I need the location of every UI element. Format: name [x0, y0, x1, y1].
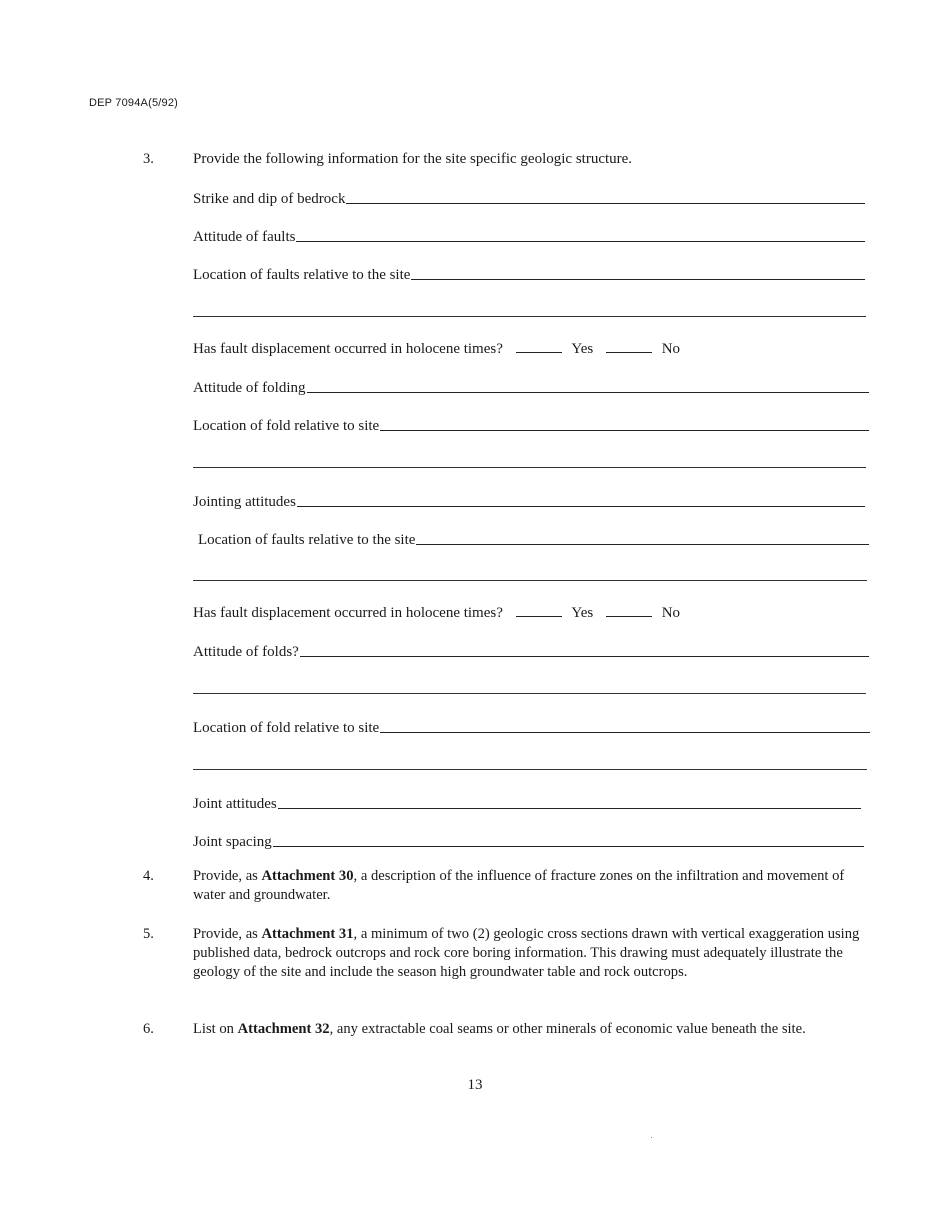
- attitude-faults-field[interactable]: [193, 225, 865, 245]
- jointing-attitudes-field[interactable]: [193, 490, 865, 510]
- location-faults-field-1[interactable]: [193, 263, 865, 283]
- item-3-number: 3.: [143, 151, 154, 167]
- item-6-number: 6.: [143, 1021, 154, 1037]
- holocene-question-text-1: Has fault displacement occurred in holocene times?: [193, 341, 503, 357]
- holocene-question-1: [193, 340, 680, 358]
- holocene-no-label-1: No: [661, 341, 681, 357]
- item-4-text: [193, 867, 865, 905]
- joint-attitudes-label: Joint attitudes: [193, 796, 277, 812]
- location-faults-line-1[interactable]: [411, 279, 865, 280]
- attitude-folds-line[interactable]: [300, 656, 869, 657]
- attachment-31: Attachment 31: [261, 926, 354, 942]
- page-number: 13: [467, 1077, 483, 1093]
- location-faults-continuation-line-2[interactable]: [193, 580, 867, 581]
- location-faults-field-2[interactable]: [198, 528, 869, 548]
- joint-spacing-label: Joint spacing: [193, 834, 272, 850]
- holocene-yes-label-2: Yes: [571, 605, 594, 621]
- joint-spacing-field[interactable]: [193, 830, 864, 850]
- location-fold-field-2[interactable]: [193, 716, 870, 736]
- item-4-post: , a description of the influence of fracture zones on the infiltration and movement of water and groundwater.: [193, 868, 845, 903]
- joint-spacing-line[interactable]: [273, 846, 864, 847]
- holocene-no-blank-1[interactable]: [606, 352, 652, 353]
- attitude-folds-continuation-line[interactable]: [193, 693, 866, 694]
- location-faults-line-2[interactable]: [416, 544, 869, 545]
- item-6-post: , any extractable coal seams or other minerals of economic value beneath the site.: [329, 1021, 806, 1037]
- attachment-32: Attachment 32: [237, 1021, 330, 1037]
- location-faults-label-2: Location of faults relative to the site: [198, 532, 416, 548]
- item-6-pre: List on: [193, 1021, 238, 1037]
- strike-dip-line[interactable]: [346, 203, 865, 204]
- item-5-pre: Provide, as: [193, 926, 262, 942]
- holocene-yes-blank-1[interactable]: [516, 352, 562, 353]
- location-fold-label-2: Location of fold relative to site: [193, 720, 380, 736]
- attitude-folds-field[interactable]: [193, 640, 869, 660]
- attitude-folding-label: Attitude of folding: [193, 380, 306, 396]
- location-fold-line-2[interactable]: [380, 732, 870, 733]
- attachment-30: Attachment 30: [261, 868, 354, 884]
- item-4-pre: Provide, as: [193, 868, 262, 884]
- attitude-faults-label: Attitude of faults: [193, 229, 296, 245]
- holocene-yes-label-1: Yes: [571, 341, 594, 357]
- item-6-text: [193, 1020, 865, 1039]
- location-fold-continuation-line-1[interactable]: [193, 467, 866, 468]
- attitude-folding-line[interactable]: [307, 392, 870, 393]
- location-fold-line-1[interactable]: [380, 430, 869, 431]
- item-5-text: [193, 925, 865, 982]
- item-3-intro: Provide the following information for the site specific geologic structure.: [193, 151, 633, 167]
- location-faults-continuation-line-1[interactable]: [193, 316, 866, 317]
- holocene-yes-blank-2[interactable]: [516, 616, 562, 617]
- item-5-number: 5.: [143, 926, 154, 942]
- item-4-number: 4.: [143, 868, 154, 884]
- holocene-no-blank-2[interactable]: [606, 616, 652, 617]
- jointing-attitudes-label: Jointing attitudes: [193, 494, 296, 510]
- joint-attitudes-line[interactable]: [278, 808, 861, 809]
- item-5-post: , a minimum of two (2) geologic cross sections drawn with vertical exaggeration using published data, bedrock outcrops and rock core boring information. This drawing must adequately illustrate the geology of the site and include the season high groundwater table and rock outcrops.: [193, 926, 860, 980]
- strike-dip-label: Strike and dip of bedrock: [193, 191, 346, 207]
- holocene-question-text-2: Has fault displacement occurred in holocene times?: [193, 605, 503, 621]
- jointing-attitudes-line[interactable]: [297, 506, 865, 507]
- location-fold-field-1[interactable]: [193, 414, 869, 434]
- holocene-no-label-2: No: [661, 605, 681, 621]
- scan-speck: [651, 1137, 652, 1138]
- attitude-folds-label: Attitude of folds?: [193, 644, 299, 660]
- attitude-folding-field[interactable]: [193, 376, 869, 396]
- holocene-question-2: [193, 604, 680, 622]
- attitude-faults-line[interactable]: [296, 241, 865, 242]
- strike-dip-field[interactable]: [193, 187, 865, 207]
- joint-attitudes-field[interactable]: [193, 792, 861, 812]
- form-code: DEP 7094A(5/92): [89, 97, 179, 109]
- location-fold-continuation-line-2[interactable]: [193, 769, 867, 770]
- location-faults-label-1: Location of faults relative to the site: [193, 267, 411, 283]
- location-fold-label-1: Location of fold relative to site: [193, 418, 380, 434]
